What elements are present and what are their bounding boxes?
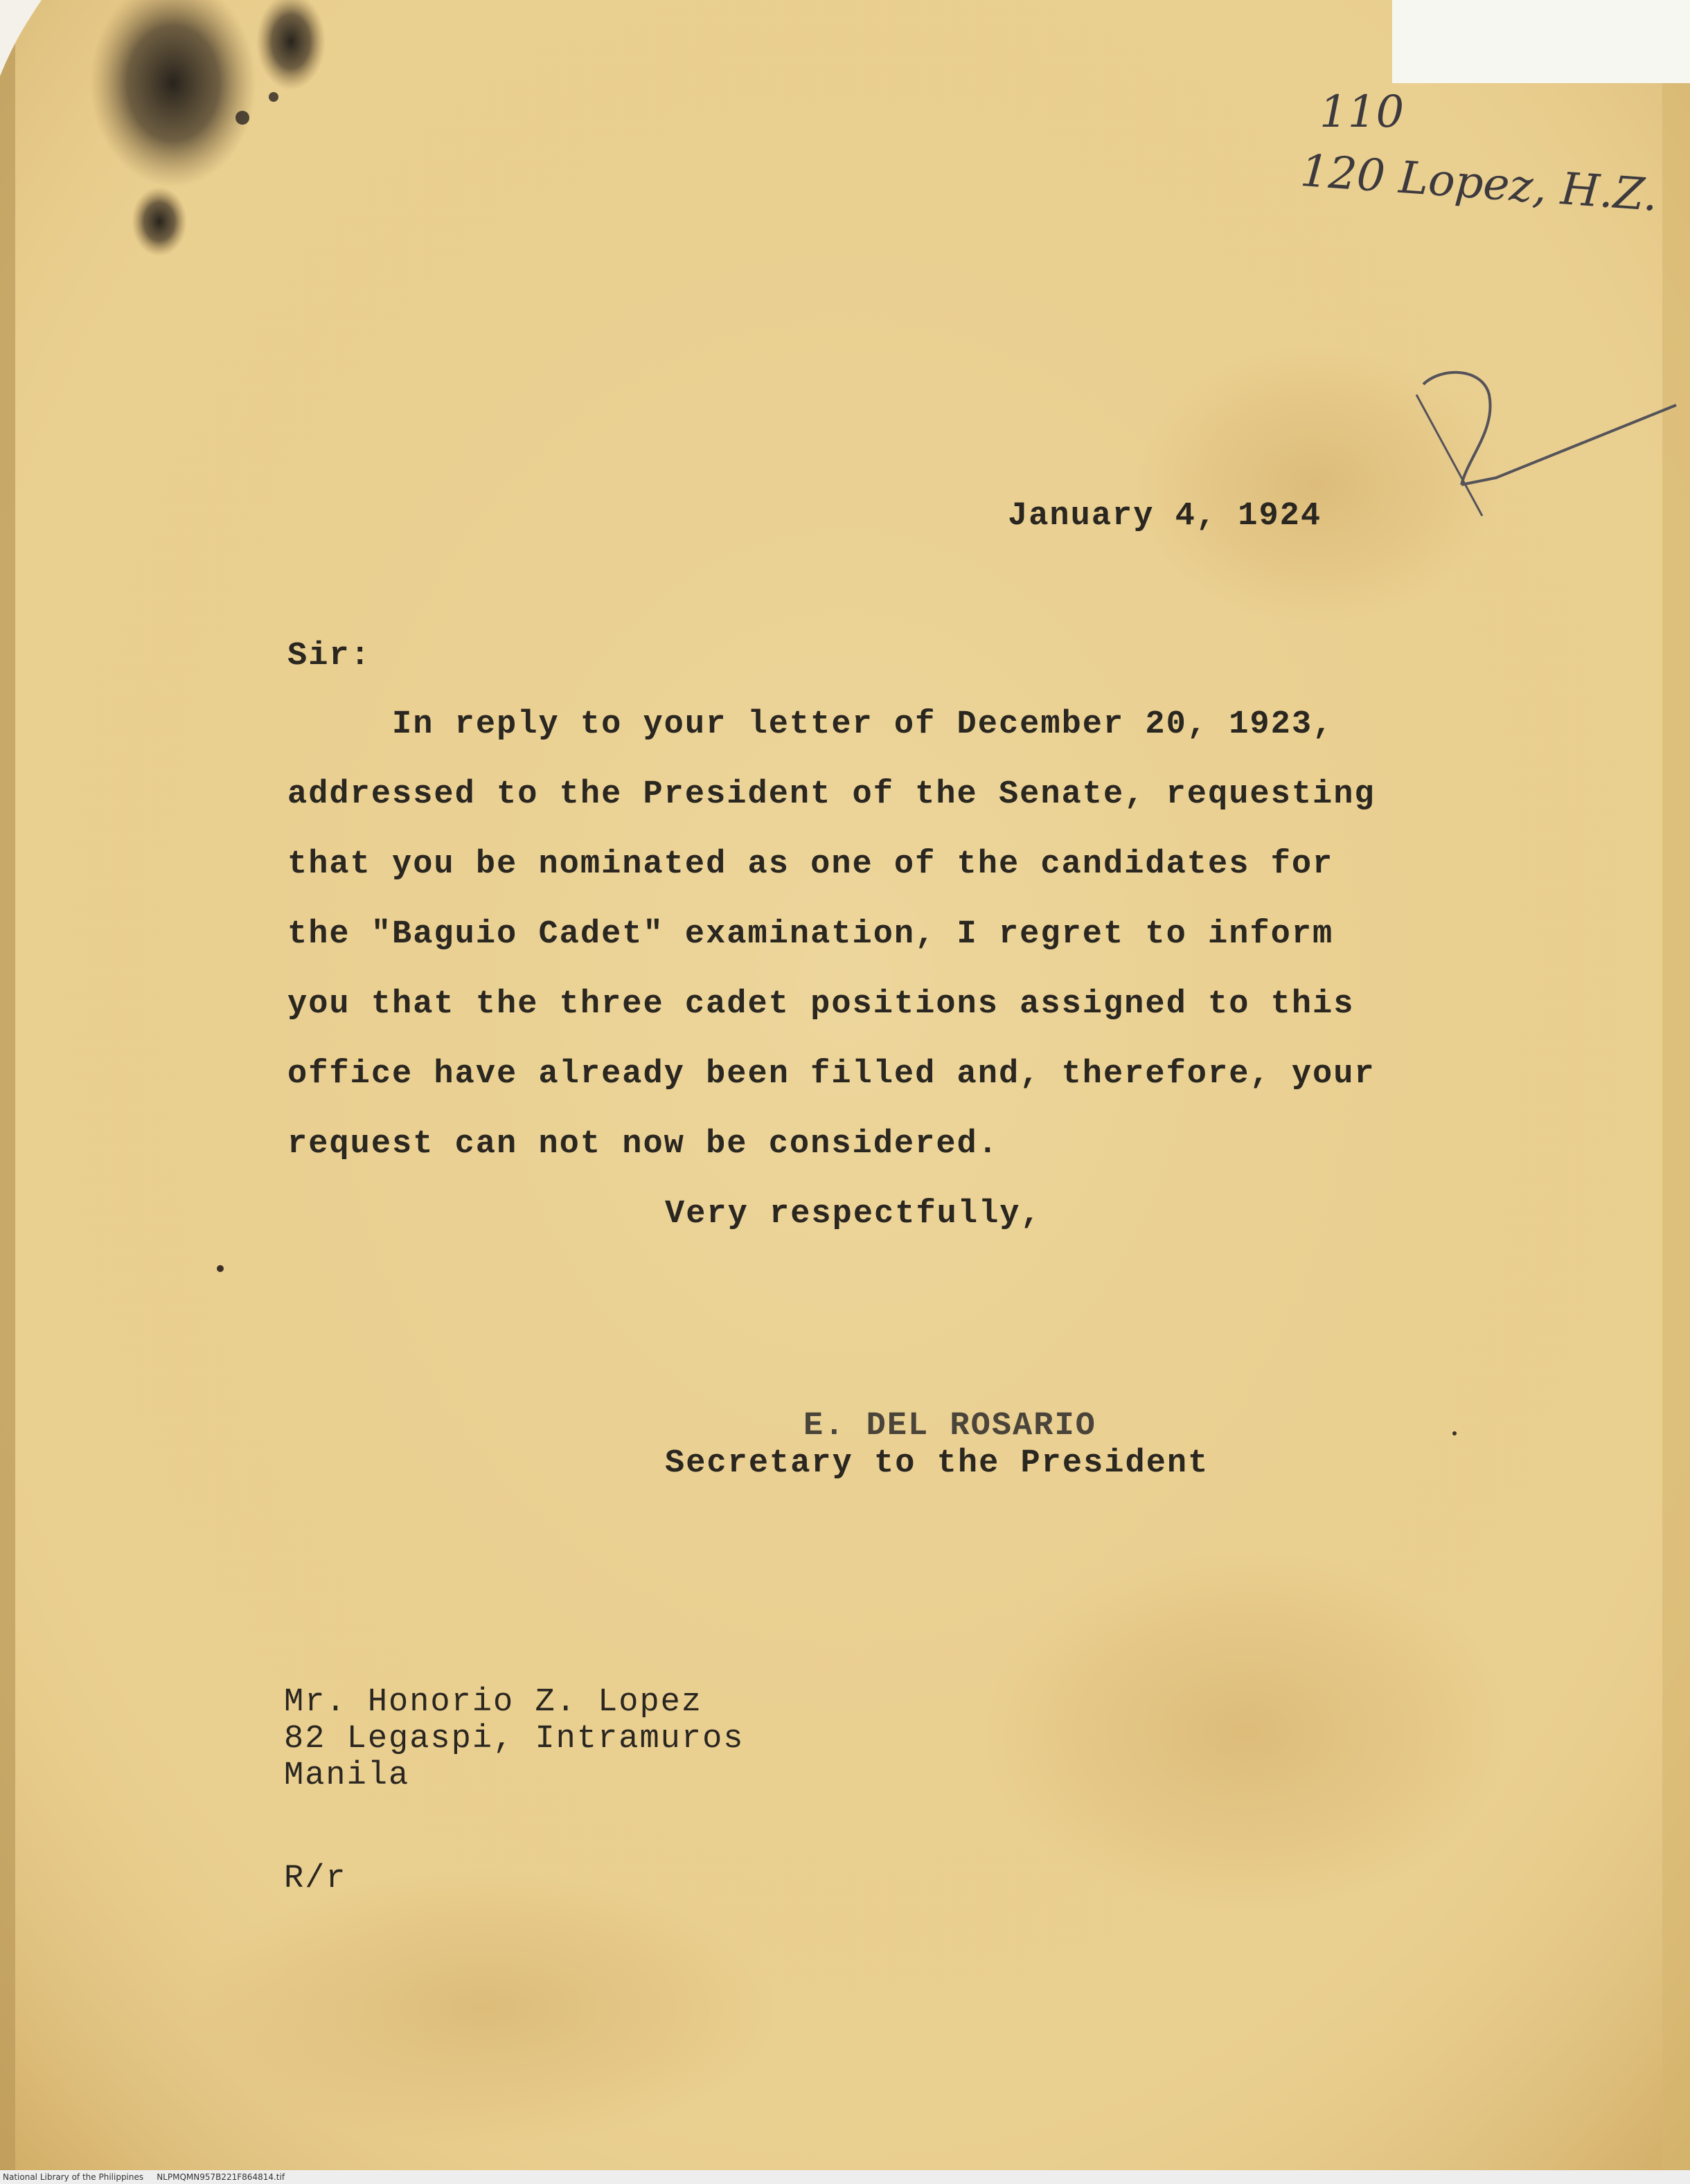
addressee-line: 82 Legaspi, Intramuros — [284, 1721, 745, 1757]
closing: Very respectfully, — [665, 1196, 1042, 1233]
body-line: that you be nominated as one of the candidates for — [287, 846, 1334, 883]
salutation: Sir: — [287, 638, 371, 674]
letter-date: January 4, 1924 — [1008, 498, 1322, 535]
body-line: In reply to your letter of December 20, 1923, — [287, 706, 1334, 743]
signatory-name: E. DEL ROSARIO — [803, 1408, 1096, 1444]
signatory-title: Secretary to the President — [665, 1445, 1209, 1482]
archive-label: National Library of the Philippines NLPMQMN957B221F864814.tif — [3, 2172, 285, 2182]
body-line: request can not now be considered. — [287, 1126, 999, 1163]
marginalia-line-2: 120 Lopez, H.Z. — [1299, 145, 1660, 222]
addressee-line: Mr. Honorio Z. Lopez — [284, 1684, 703, 1721]
body-line: office have already been filled and, therefore, your — [287, 1056, 1376, 1093]
body-line: addressed to the President of the Senate, requesting — [287, 776, 1376, 813]
body-line: the "Baguio Cadet" examination, I regret to inform — [287, 916, 1334, 953]
addressee-line: Manila — [284, 1757, 410, 1794]
body-line: you that the three cadet positions assigned to this — [287, 986, 1355, 1023]
marginalia-line-1: 110 — [1319, 87, 1405, 138]
typist-initials: R/r — [284, 1861, 347, 1897]
